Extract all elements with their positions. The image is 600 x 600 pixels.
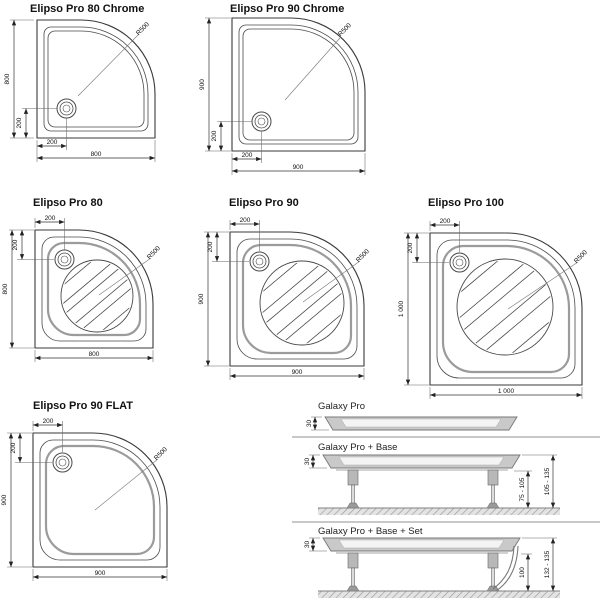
- dim-label-bottom: 800: [90, 151, 102, 158]
- dim-label-side: 1 000: [398, 300, 405, 318]
- dim-label-thickness: 30: [304, 540, 311, 549]
- antislip-circle: [260, 261, 344, 345]
- radius-label: R500: [134, 20, 151, 37]
- adjustable-leg: [347, 470, 359, 508]
- drain: [53, 453, 72, 472]
- dim-label-drain-y: 200: [12, 239, 19, 251]
- sideview-galaxy-pro-base: [304, 442, 560, 515]
- dimension-lines: [306, 417, 329, 430]
- dim-label-thickness: 30: [306, 419, 313, 428]
- dim-label-drain-y: 200: [10, 442, 17, 454]
- dim-label-drain-x: 200: [439, 218, 451, 225]
- sideview-galaxy-pro-base-set: [304, 526, 560, 598]
- dim-label-bottom: 900: [292, 164, 304, 171]
- diagram-elipso-pro-100: [398, 197, 589, 399]
- dim-label-total-height: 132 - 135: [544, 550, 551, 579]
- antislip-circle: [457, 259, 553, 355]
- dim-label-drain-x: 200: [42, 418, 54, 425]
- radius-label: R500: [336, 21, 353, 38]
- adjustable-leg: [487, 470, 499, 508]
- radius-label: R500: [145, 244, 162, 261]
- dim-label-drain-y: 200: [207, 241, 214, 253]
- dim-label-drain-x: 200: [44, 215, 56, 222]
- diagram-elipso-pro-80: [2, 197, 162, 362]
- dim-label-leg-height: 100: [519, 567, 526, 578]
- dim-label-side: 800: [2, 283, 9, 295]
- dim-label-bottom: 900: [291, 369, 303, 376]
- diagram-title: Elipso Pro 90: [229, 197, 299, 209]
- dim-label-drain-x: 200: [239, 217, 251, 224]
- dim-label-drain-y: 200: [16, 117, 23, 129]
- floor-hatch: [318, 591, 560, 598]
- sideview-title: Galaxy Pro + Base + Set: [318, 526, 423, 537]
- sideview-galaxy-pro: [306, 401, 517, 430]
- diagram-elipso-pro-90: [198, 197, 371, 380]
- diagram-elipso-pro-90-flat: [1, 400, 169, 581]
- dim-label-side: 900: [199, 79, 206, 90]
- diagram-title: Elipso Pro 90 FLAT: [33, 400, 134, 412]
- tray-basin-profile: [339, 457, 504, 465]
- diagram-title: Elipso Pro 80 Chrome: [30, 3, 145, 15]
- dim-label-side: 900: [198, 293, 205, 305]
- drain: [55, 250, 74, 269]
- drain: [250, 252, 269, 271]
- diagram-title: Elipso Pro 80: [33, 197, 103, 209]
- diagram-title: Elipso Pro 100: [428, 197, 504, 209]
- drain: [57, 99, 76, 118]
- diagram-elipso-pro-80-chrome: [4, 3, 155, 162]
- dim-label-bottom: 1 000: [497, 388, 515, 395]
- radius-label: R500: [572, 248, 589, 265]
- dim-label-drain-x: 200: [46, 139, 58, 146]
- dim-label-drain-y: 200: [407, 242, 414, 254]
- adjustable-leg: [347, 553, 359, 591]
- drain: [450, 253, 469, 272]
- dim-label-side: 900: [1, 494, 8, 506]
- dim-label-bottom: 800: [88, 351, 100, 358]
- tray-basin-profile: [339, 540, 504, 548]
- sideview-title: Galaxy Pro: [318, 401, 365, 412]
- dim-label-leg-height: 75 - 105: [519, 477, 526, 502]
- diagram-title: Elipso Pro 90 Chrome: [230, 3, 345, 15]
- dim-label-total-height: 105 - 135: [544, 467, 551, 496]
- dim-label-side: 800: [4, 73, 11, 85]
- tray-basin-profile: [341, 419, 501, 427]
- radius-label: R500: [152, 445, 169, 462]
- dim-label-thickness: 30: [304, 457, 311, 466]
- dim-label-bottom: 900: [94, 570, 106, 577]
- dim-label-drain-y: 200: [211, 130, 218, 142]
- diagram-elipso-pro-90-chrome: [199, 3, 365, 175]
- sideview-title: Galaxy Pro + Base: [318, 442, 398, 453]
- radius-label: R500: [354, 247, 371, 264]
- tray-outline: [37, 20, 155, 138]
- dim-label-drain-x: 200: [241, 152, 253, 159]
- tray-outline: [33, 433, 167, 567]
- floor-hatch: [318, 508, 560, 515]
- drain: [252, 112, 271, 131]
